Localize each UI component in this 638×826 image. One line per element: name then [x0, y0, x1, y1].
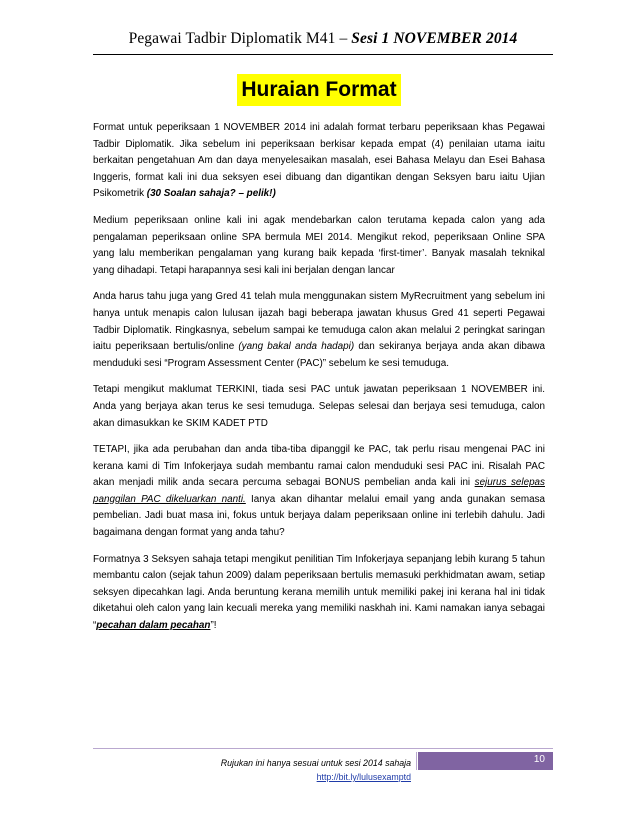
footer-divider: [93, 748, 553, 749]
paragraph-pac-bonus: [93, 442, 545, 542]
paragraph-myrecruitment: [93, 289, 545, 372]
paragraph-5-text-a: TETAPI, jika ada perubahan dan anda tiba-tiba dipanggil ke PAC, tak perlu risau mengenai PAC ini kerana kami di Tim Infokerjaya sudah membantu ramai calon menduduki sesi PAC ini. Risalah PAC akan menjadi milik anda secara percuma sebagai BONUS pembelian anda kali ini: [93, 444, 545, 489]
paragraph-6-emphasis: pecahan dalam pecahan: [96, 620, 211, 632]
paragraph-3-text-a: Anda harus tahu juga yang Gred 41 telah mula menggunakan sistem MyRecruitment yang sebelum ini hanya untuk menapis calon lulusan ijazah bagi beberapa jawatan khusus Gred 41 seperti Pegawai Tadbir Diplomatik. Ringkasnya, sebelum sampai ke temuduga calon akan melalui 2 peringkat saringan iaitu peperiksaan bertulis/online: [93, 291, 545, 353]
paragraph-1-emphasis: (30 Soalan sahaja? – pelik!): [146, 188, 276, 200]
footer-note: Rujukan ini hanya sesuai untuk sesi 2014 sahaja: [220, 758, 411, 768]
footer-link[interactable]: http://bit.ly/lulusexamptd: [316, 772, 411, 782]
paragraph-format-intro: [93, 120, 545, 203]
paragraph-6-text: Formatnya 3 Seksyen sahaja tetapi mengikut penilitian Tim Infokerjaya sepanjang lebih kurang 5 tahun membantu calon (sejak tahun 2009) dalam peperiksaan bertulis memasuki perkhidmatan awam, setiap seksyen dipecahkan lagi. Anda beruntung kerana memilih untuk memiliki pakej ini kerana hal ini tidak diketahui oleh calon yang lain kecuali mereka yang memiliki naskhah ini. Kami namakan ianya sebagai “: [93, 553, 545, 632]
title-container: [0, 74, 638, 106]
footer: [93, 756, 411, 784]
paragraph-6-closing: ”!: [210, 620, 217, 632]
page-title: Huraian Format: [237, 74, 400, 106]
paragraph-online-medium: Medium peperiksaan online kali ini agak mendebarkan calon terutama kepada calon yang ada pengalaman peperiksaan online SPA bermula MEI 2014. Mengikut rekod, peperiksaan Online SPA yang lalu memberikan pengalaman yang kurang baik kepada ‘first-timer’. Banyak masalah teknikal yang dihadapi. Tetapi harapannya sesi kali ini berjalan dengan lancar: [93, 214, 545, 276]
paragraph-latest-info: Tetapi mengikut maklumat TERKINI, tiada sesi PAC untuk jawatan peperiksaan 1 NOVEMBER ini. Anda yang berjaya akan terus ke sesi temuduga. Selepas selesai dan berjaya sesi temuduga, calon akan dimasukkan ke SKIM KADET PTD: [93, 384, 545, 429]
page-number-box: [418, 752, 553, 770]
paragraph-3-italic: (yang bakal anda hadapi): [238, 341, 355, 353]
header-session: Sesi 1 NOVEMBER 2014: [351, 30, 518, 47]
header-divider: [93, 54, 553, 55]
paragraph-3-text-b: dan sekiranya berjaya anda akan dibawa menduduki sesi “Program Assessment Center (PAC)” sebelum ke sesi temuduga.: [93, 341, 545, 369]
running-header: [93, 30, 553, 48]
paragraph-1-text: Format untuk peperiksaan 1 NOVEMBER 2014 ini adalah format terbaru peperiksaan khas Pegawai Tadbir Diplomatik. Jika sebelum ini peperiksaan berkisar kepada empat (4) penilaian utama iaitu berkaitan pengetahuan Am dan daya menyelesaikan masalah, esei Bahasa Melayu dan Esei Bahasa Inggeris, format kali ini dua seksyen esei dibuang dan digantikan dengan Seksyen baru iaitu Ujian Psikometrik: [93, 122, 545, 200]
paragraph-5-text-b: Ianya akan dihantar melalui email yang anda gunakan semasa pembelian. Jadi buat masa ini, fokus untuk berjaya dalam peperiksaan online ini terlebih dahulu. Jadi bagaimana dengan format yang anda tahu?: [93, 493, 546, 539]
body-text: [93, 120, 545, 645]
header-prefix: Pegawai Tadbir Diplomatik M41 –: [128, 30, 352, 47]
paragraph-three-sections: [93, 552, 545, 635]
paragraph-5-underlined: sejurus selepas panggilan PAC dikeluarkan nanti.: [93, 477, 545, 505]
footer-separator: [416, 752, 417, 770]
page-number: 10: [533, 754, 545, 765]
